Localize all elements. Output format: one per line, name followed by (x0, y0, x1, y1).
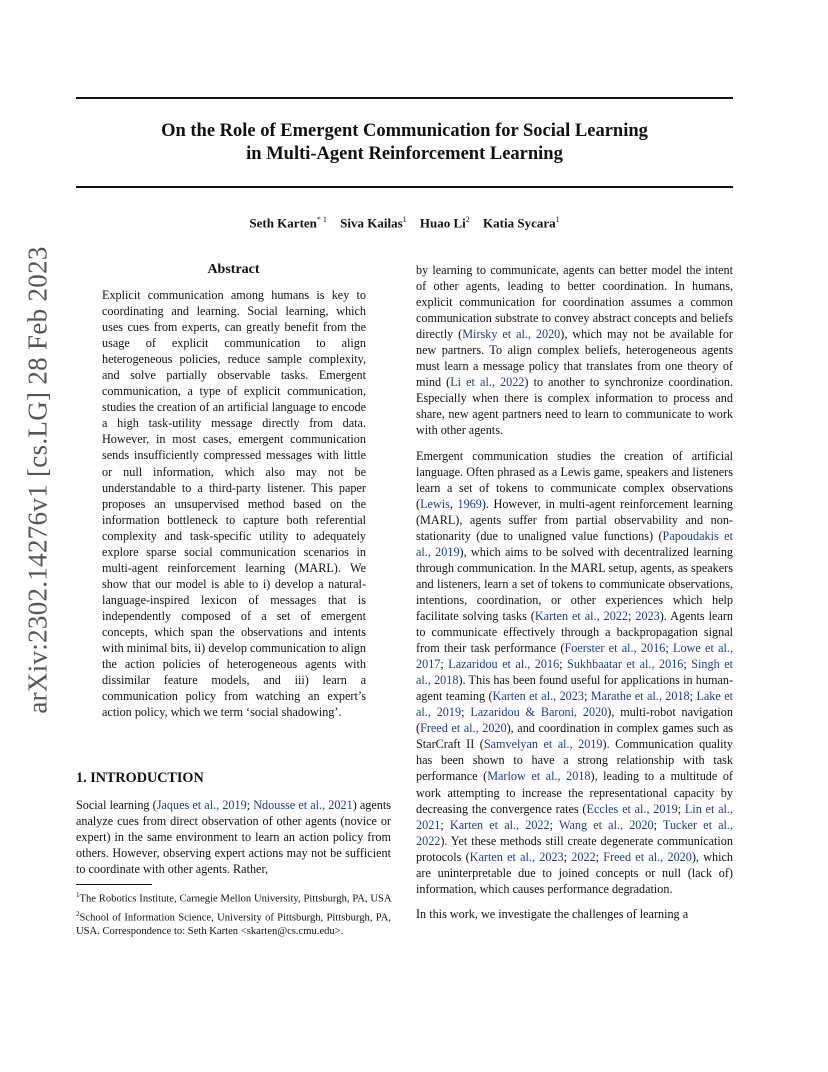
text-run: ; (665, 641, 673, 656)
text-run: ; (440, 817, 450, 832)
footnote-marker: 1 (76, 891, 80, 899)
citation-link[interactable]: Karten et al., 2023 (492, 689, 584, 704)
text-run: ; (246, 798, 254, 812)
citation-link[interactable]: Singh et al., 2018 (416, 657, 733, 688)
citation-link[interactable]: Lewis (420, 496, 450, 511)
citation-link[interactable]: Mirsky et al., 2020 (462, 327, 561, 342)
text-run: ), which aims to be solved with decentralized learning through communication. In the MARL setup, agents, as speakers and listeners, learn a set of tokens to communicate observations, intentions, coordination, or other experiences which help facilitate solving tasks ( (416, 544, 734, 623)
text-run: ). However, in multi-agent reinforcement learning (MARL), agents suffer from partial observability and non-stationarity (due to unaligned value functions) ( (416, 496, 733, 543)
body-paragraph-3: In this work, we investigate the challenges of learning a (416, 906, 689, 921)
text-run: Emergent communication studies the creation of artificial language. Often phrased as a Lewis game, speakers and listeners learn a set of tokens to communicate complex observations ( (416, 448, 733, 511)
top-rule (76, 97, 733, 99)
citation-link[interactable]: Marathe et al., 2018 (590, 689, 690, 704)
section-heading-introduction: 1. INTRODUCTION (76, 770, 204, 786)
author-list (76, 215, 733, 231)
text-run: ; (549, 817, 559, 832)
citation-link[interactable]: Lazaridou & Baroni, 2020 (470, 705, 608, 720)
citation-link[interactable]: Foerster et al., 2016 (564, 641, 666, 656)
author-affiliation: * 1 (316, 215, 327, 224)
author-name: Katia Sycara (483, 215, 556, 231)
citation-link[interactable]: Sukhbaatar et al., 2016 (567, 657, 684, 672)
citation-link[interactable]: Lazaridou et al., 2016 (448, 657, 560, 672)
text-run: ), which are uninterpretable due to joined concepts or null (lack of) information, which causes performance degradation. (416, 849, 733, 896)
paper-title (76, 120, 733, 166)
citation-link[interactable]: Wang et al., 2020 (558, 817, 654, 832)
text-run: ; (653, 817, 663, 832)
author-affiliation: 2 (465, 215, 470, 224)
text-run: ), multi-robot navigation ( (416, 705, 733, 736)
body-paragraph-1 (416, 262, 733, 439)
text-run: ). This has been found useful for applications in human-agent teaming ( (416, 673, 734, 704)
text-run: ) agents analyze cues from direct observation of other agents (novice or expert) in the same environment to learn an action policy from others. However, observing expert actions may not be sufficient to coordinate with other agents. Rather, (76, 798, 392, 877)
text-run: ; (683, 657, 692, 672)
text-run: ), and coordination in complex games such as StarCraft II ( (416, 721, 734, 752)
text-run: ; (440, 657, 449, 672)
citation-link[interactable]: Samvelyan et al., 2019 (483, 737, 603, 752)
abstract-text: Explicit communication among humans is key to coordinating and learning. Social learning, which uses cues from experts, can greatly benefit from the usage of explicit communication to align heterogeneous policies, reduce sample complexity, and solve partially observable tasks. Emergent communication, a type of explicit communication, studies the creation of an artificial language to encode a high task-utility message directly from data. However, in most cases, emergent communication sends insufficiently compressed messages with little or null information, which also may not be understandable to a third-party listener. This paper proposes an unsupervised method based on the information bottleneck to capture both referential complexity and task-specific utility to adequately explore sparse social communication scenarios in multi-agent reinforcement learning (MARL). We show that our model is able to i) develop a natural-language-inspired lexicon of messages that is independently composed of a set of emergent concepts, which span the observations and intents with minimal bits, ii) develop communication to align the action policies of heterogeneous agents with dissimilar feature models, and iii) learn a communication policy from watching an expert’s action policy, which we term ‘social shadowing’. (102, 288, 366, 720)
author-affiliation: 1 (555, 215, 560, 224)
text-run: ; (628, 608, 636, 623)
text-run: ), which may not be available for new partners. To align complex beliefs, heterogeneous agents must learn a message policy that translates from one theory of mind ( (416, 327, 733, 390)
citation-link[interactable]: 2022 (571, 849, 596, 864)
footnote-marker: 2 (76, 909, 80, 918)
citation-link[interactable]: Freed et al., 2020 (420, 721, 507, 736)
citation-link[interactable]: Marlow et al., 2018 (487, 769, 591, 784)
citation-link[interactable]: Karten et al., 2022 (534, 608, 629, 623)
right-column (416, 262, 733, 922)
title-line-2: in Multi-Agent Reinforcement Learning (246, 144, 563, 164)
author-name: Huao Li (419, 215, 466, 231)
title-bottom-rule (76, 186, 733, 188)
text-run: ; (689, 689, 697, 704)
citation-link[interactable]: Freed et al., 2020 (603, 849, 692, 864)
citation-link[interactable]: Karten et al., 2022 (449, 817, 550, 832)
citation-link[interactable]: Tucker et al., 2022 (416, 817, 733, 848)
footnote-text: The Robotics Institute, Carnegie Mellon University, Pittsburgh, PA, USA (79, 893, 391, 905)
footnote (76, 888, 391, 939)
text-run: ), leading to a multitude of work attempting to increase the representational capacity by decreasing the convergence rates ( (416, 769, 733, 816)
footnote-rule (76, 884, 152, 885)
text-run: , (449, 496, 458, 511)
text-run: ; (677, 801, 685, 816)
citation-link[interactable]: Ndousse et al., 2021 (253, 798, 353, 812)
citation-link[interactable]: 1969 (457, 496, 482, 511)
text-run: ; (559, 657, 568, 672)
author-affiliation: 1 (402, 215, 407, 224)
citation-link[interactable]: Lake et al., 2019 (416, 689, 734, 720)
text-run: ). Communication quality has been shown to have a strong relationship with task performance ( (416, 737, 733, 784)
text-run: Social learning ( (76, 798, 157, 812)
text-run: ). Agents learn to communicate effectively through a backpropagation signal from their task performance ( (416, 608, 734, 656)
citation-link[interactable]: Karten et al., 2023 (469, 849, 564, 864)
text-run: ; (461, 705, 471, 720)
body-paragraph-2 (416, 448, 733, 897)
text-run: ). Yet these methods still create degenerate communication protocols ( (416, 833, 733, 864)
text-run: by learning to communicate, agents can better model the intent of other agents, leading to better coordination. In humans, explicit communication for coordination assumes a common communication substrate to convey abstract concepts and beliefs directly ( (416, 263, 733, 342)
author-name: Seth Karten (249, 215, 317, 231)
abstract-body (102, 287, 366, 720)
citation-link[interactable]: Jaques et al., 2019 (156, 798, 247, 812)
text-run: ; (595, 849, 604, 864)
citation-link[interactable]: 2023 (635, 608, 660, 623)
text-run: ) to another to synchronize coordination. Especially when there is complex information to process and share, new agent partners need to learn to communicate to work with other agents. (416, 375, 733, 438)
author-name: Siva Kailas (340, 215, 403, 231)
citation-link[interactable]: Papoudakis et al., 2019 (416, 528, 733, 559)
title-line-1: On the Role of Emergent Communication for Social Learning (161, 121, 648, 141)
citation-link[interactable]: Li et al., 2022 (450, 375, 525, 390)
citation-link[interactable]: Lowe et al., 2017 (416, 641, 734, 672)
abstract-heading: Abstract (207, 262, 260, 277)
text-run: ; (583, 689, 591, 704)
introduction-paragraph (76, 797, 391, 877)
footnote-text: School of Information Science, University of Pittsburgh, Pittsburgh, PA, USA. Correspondence to: Seth Karten <skarten@cs.cmu.edu>. (76, 912, 391, 938)
text-run: ; (563, 849, 572, 864)
citation-link[interactable]: Eccles et al., 2019 (586, 801, 678, 816)
citation-link[interactable]: Lin et al., 2021 (416, 801, 734, 832)
arxiv-stamp: arXiv:2302.14276v1 [cs.LG] 28 Feb 2023 (22, 246, 53, 714)
